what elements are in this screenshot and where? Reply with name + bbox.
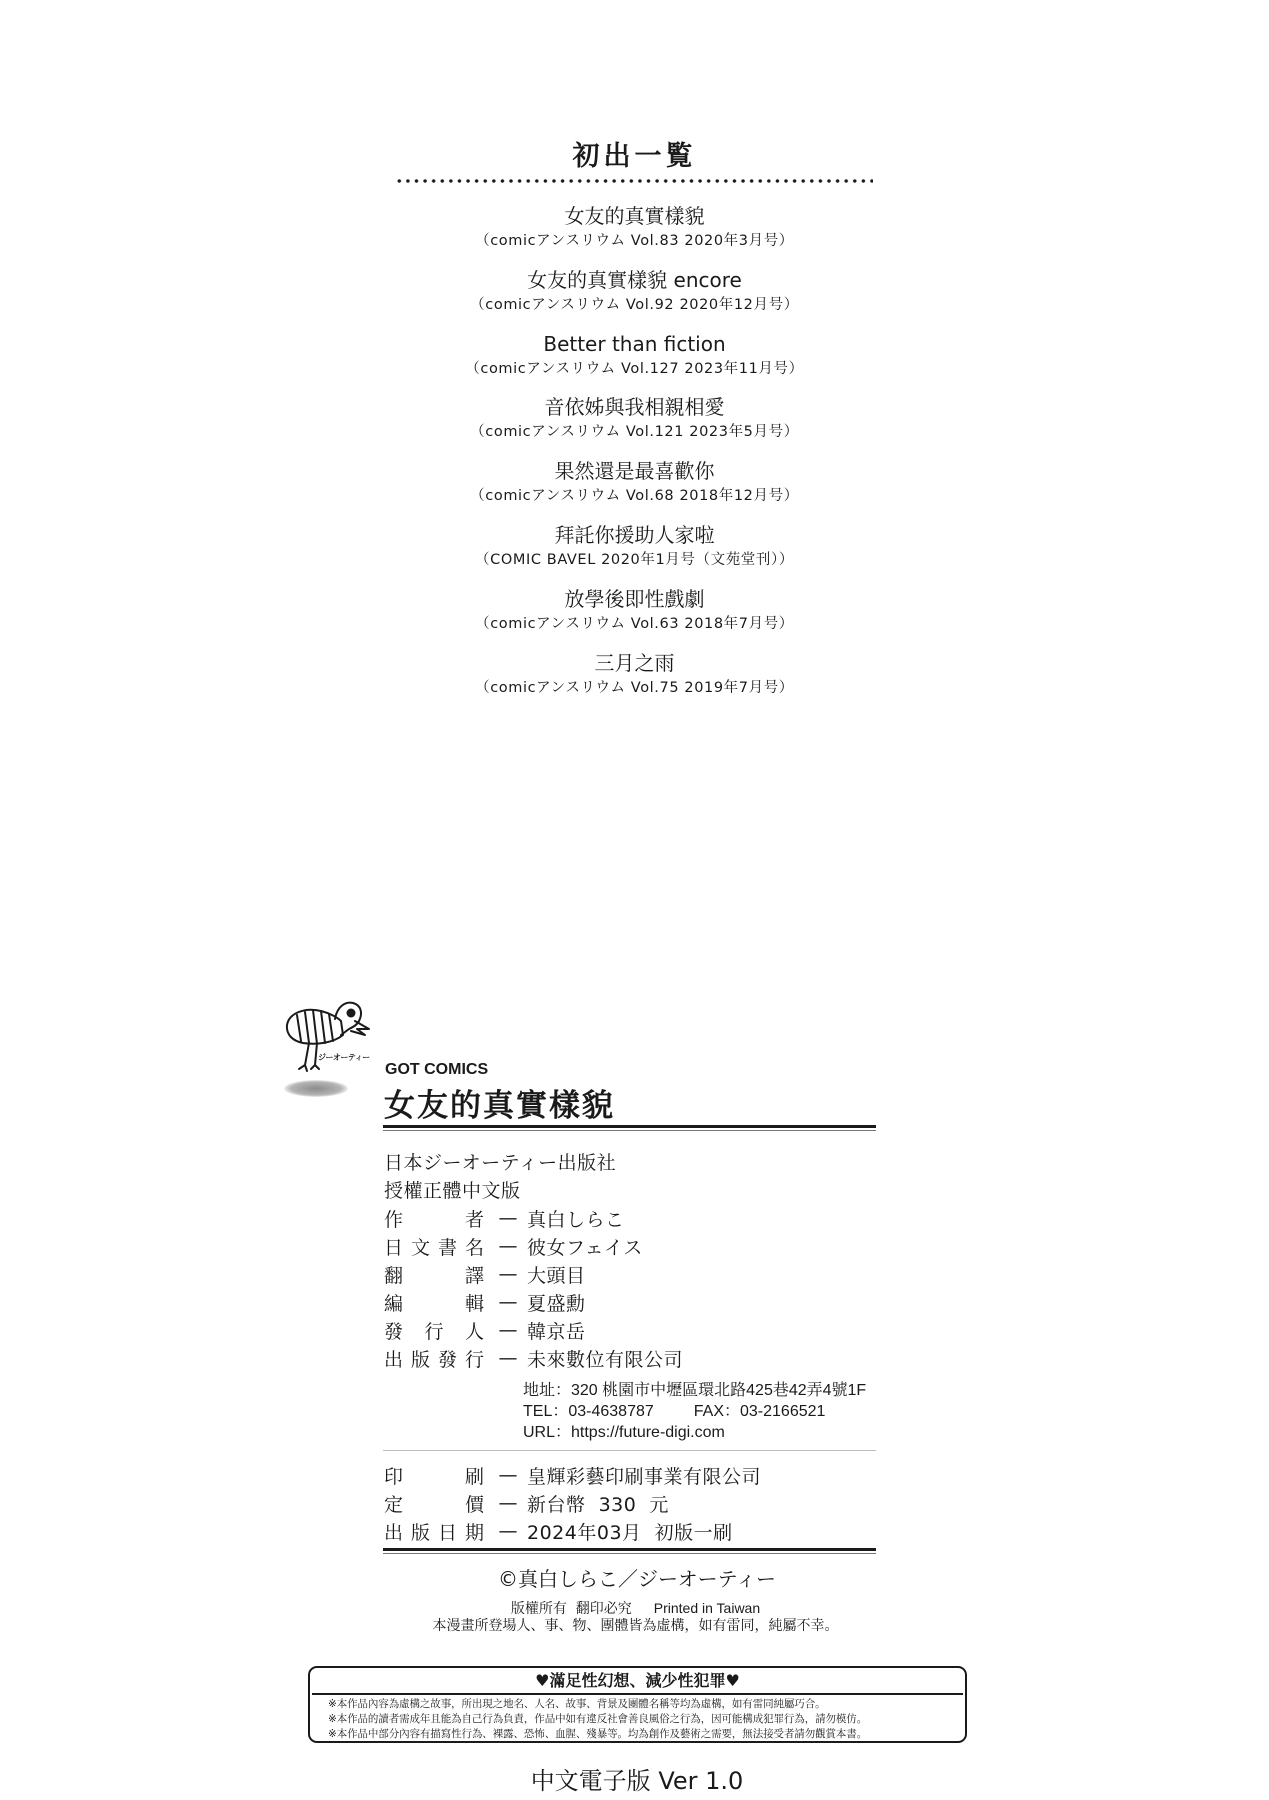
title-divider [383, 1125, 876, 1128]
rights-reserved: 版權所有 翻印必究 [510, 1601, 632, 1617]
contact-divider [383, 1450, 876, 1451]
credit-label: 編 輯 [384, 1292, 484, 1315]
list-item [0, 456, 1269, 520]
disclaimer-line: ※本作品的讀者需成年且能為自己行為負責，作品中如有違反社會善良風俗之行為，因可能構成犯罪行為，請勿模仿。 [328, 1713, 868, 1725]
credit-label: 出 版 日 期 [384, 1521, 484, 1544]
credit-value: 2024年03月 初版一刷 [527, 1521, 733, 1544]
dash: — [498, 1319, 518, 1341]
book-title: 女友的真實樣貌 [384, 1088, 615, 1124]
credit-value: 彼女フェイス [527, 1236, 643, 1259]
credit-author [384, 1204, 625, 1232]
credit-value: 皇輝彩藝印刷事業有限公司 [527, 1465, 762, 1488]
dash: — [498, 1347, 518, 1369]
credit-label: 翻 譯 [384, 1264, 484, 1287]
story-title: 放學後即性戲劇 [564, 586, 705, 611]
credit-label: 發 行 人 [384, 1320, 484, 1343]
disclaimer-heading: ♥滿足性幻想、減少性犯罪♥ [312, 1668, 963, 1695]
printed-in: Printed in Taiwan [653, 1600, 761, 1616]
disclaimer-box [308, 1666, 967, 1743]
logo-caption: ジーオーティー [318, 1053, 370, 1062]
dotted-divider [395, 178, 873, 184]
dash: — [498, 1291, 518, 1313]
list-item [0, 520, 1269, 584]
address: 地址：320 桃園市中壢區環北路425巷42弄4號1F [523, 1382, 867, 1399]
credit-value: 真白しらこ [527, 1208, 625, 1231]
credit-label: 作 者 [384, 1208, 484, 1231]
credit-value: 未來數位有限公司 [527, 1348, 684, 1371]
first-appearance-title: 初出一覧 [572, 141, 697, 172]
credit-publish-date [384, 1517, 733, 1545]
story-source: （comicアンスリウム Vol.127 2023年11月号） [465, 360, 804, 377]
rights-notice [0, 1600, 1269, 1635]
credit-label: 印 刷 [384, 1465, 484, 1488]
story-title: 女友的真實樣貌 encore [527, 267, 742, 292]
disclaimer-line: ※本作品中部分內容有描寫性行為、裸露、恐怖、血腥、殘暴等。均為創作及藝術之需要，無法接受者請勿觀賞本書。 [328, 1728, 868, 1740]
url: URL：https://future-digi.com [523, 1424, 725, 1441]
story-source: （comicアンスリウム Vol.121 2023年5月号） [470, 424, 799, 441]
publisher-line: 日本ジーオーティー出版社 [384, 1152, 617, 1174]
tel: TEL：03-4638787 [523, 1403, 654, 1420]
story-source: （comicアンスリウム Vol.92 2020年12月号） [470, 296, 799, 313]
story-title: 音依姊與我相親相愛 [544, 395, 725, 420]
list-item [0, 329, 1269, 393]
story-title: 三月之雨 [594, 650, 675, 675]
dash: — [498, 1207, 518, 1229]
phone-fax [523, 1401, 866, 1422]
logo-shadow [284, 1080, 348, 1097]
credit-value: 夏盛勳 [527, 1292, 586, 1315]
credit-label: 出 版 發 行 [384, 1348, 484, 1371]
credit-value: 新台幣 330 元 [527, 1493, 669, 1516]
story-title: Better than fiction [543, 331, 726, 356]
credit-label: 定 價 [384, 1493, 484, 1516]
colophon-bottom-divider-thin [383, 1553, 876, 1554]
list-item [0, 648, 1269, 712]
title-divider-thin [383, 1130, 876, 1131]
list-item [0, 265, 1269, 329]
credit-original-title [384, 1232, 643, 1260]
colophon-bottom-divider [383, 1548, 876, 1551]
list-item [0, 201, 1269, 265]
dash: — [498, 1492, 518, 1514]
dash: — [498, 1520, 518, 1542]
credit-label: 日 文 書 名 [384, 1236, 484, 1259]
list-item [0, 584, 1269, 648]
dash: — [498, 1464, 518, 1486]
disclaimer-body [310, 1695, 965, 1742]
disclaimer-line: ※本作品內容為虛構之故事，所出現之地名、人名、故事、背景及團體名稱等均為虛構，如有雷同純屬巧合。 [328, 1698, 826, 1710]
credit-printer [384, 1461, 761, 1489]
fax: FAX：03-2166521 [693, 1403, 826, 1420]
first-appearance-list [0, 201, 1269, 711]
story-title: 拜託你援助人家啦 [554, 522, 715, 547]
story-source: （COMIC BAVEL 2020年1月号（文苑堂刊）） [475, 551, 794, 568]
fiction-notice: 本漫畫所登場人、事、物、團體皆為虛構，如有雷同，純屬不幸。 [432, 1618, 839, 1634]
story-title: 女友的真實樣貌 [564, 204, 705, 228]
story-source: （comicアンスリウム Vol.68 2018年12月号） [470, 488, 799, 505]
story-source: （comicアンスリウム Vol.83 2020年3月号） [475, 233, 794, 249]
credit-publisher [384, 1344, 683, 1372]
credit-value: 大頭目 [527, 1264, 586, 1287]
credit-price [384, 1489, 669, 1517]
credit-publisher-person [384, 1316, 586, 1344]
credit-value: 韓京岳 [527, 1320, 586, 1343]
story-source: （comicアンスリウム Vol.75 2019年7月号） [475, 679, 794, 696]
credit-editor [384, 1288, 586, 1316]
story-source: （comicアンスリウム Vol.63 2018年7月号） [475, 615, 794, 632]
license-line: 授權正體中文版 [384, 1180, 521, 1202]
credit-translator [384, 1260, 586, 1288]
publisher-contact [523, 1380, 866, 1443]
series-name: GOT COMICS [385, 1061, 489, 1078]
dash: — [498, 1263, 518, 1285]
copyright: ©真白しらこ／ジーオーティー [498, 1567, 776, 1591]
list-item [0, 392, 1269, 456]
story-title: 果然還是最喜歡你 [554, 459, 715, 484]
dash: — [498, 1235, 518, 1257]
edition-version: 中文電子版 Ver 1.0 [530, 1767, 744, 1795]
